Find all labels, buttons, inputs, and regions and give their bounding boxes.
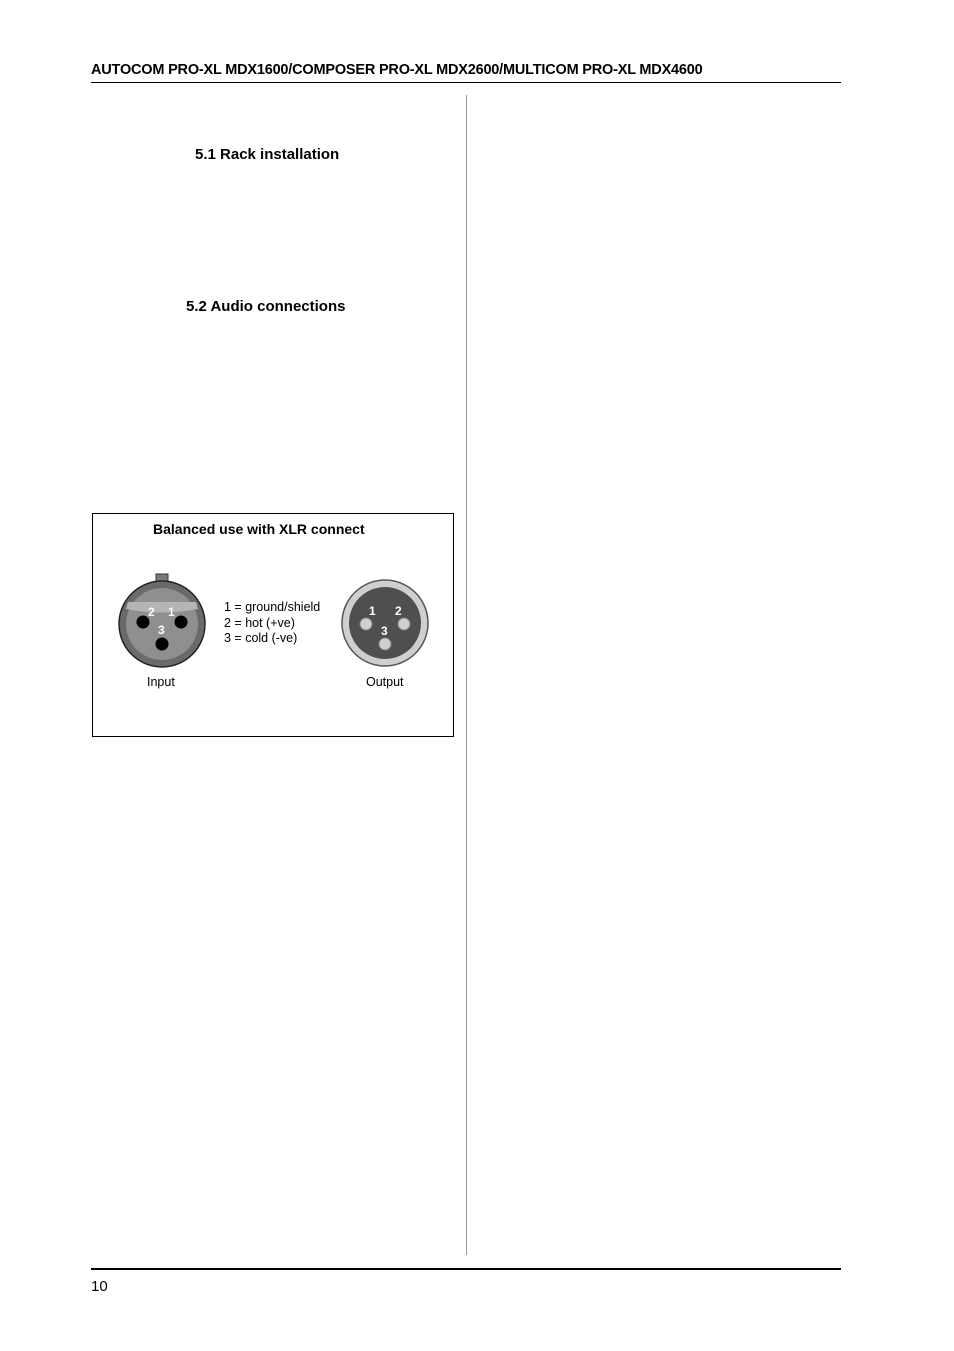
input-pin-label: 1: [168, 605, 175, 619]
input-label: Input: [147, 675, 175, 689]
xlr-connection-figure: [92, 513, 454, 737]
input-pin-label: 3: [158, 623, 165, 637]
xlr-male-output-icon: [338, 576, 434, 672]
figure-title: Balanced use with XLR connect: [153, 521, 365, 537]
page-number: 10: [91, 1278, 108, 1295]
section-heading-audio-connections: 5.2 Audio connections: [186, 298, 346, 315]
footer-rule: [91, 1268, 841, 1270]
legend-item: 1 = ground/shield: [224, 600, 321, 614]
header-rule: [91, 82, 841, 83]
legend-item: 3 = cold (-ve): [224, 631, 298, 645]
xlr-female-input-icon: [115, 572, 211, 672]
output-pin-label: 2: [395, 604, 402, 618]
output-pin-label: 1: [369, 604, 376, 618]
input-pin-label: 2: [148, 605, 155, 619]
pin-legend: [224, 600, 320, 647]
output-label: Output: [366, 675, 404, 689]
section-heading-rack-installation: 5.1 Rack installation: [195, 146, 340, 163]
legend-item: 2 = hot (+ve): [224, 615, 295, 630]
column-divider: [466, 95, 467, 1255]
output-pin-label: 3: [381, 624, 388, 638]
running-header: AUTOCOM PRO-XL MDX1600/COMPOSER PRO-XL MDX2600/MULTICOM PRO-XL MDX4600: [91, 62, 703, 78]
